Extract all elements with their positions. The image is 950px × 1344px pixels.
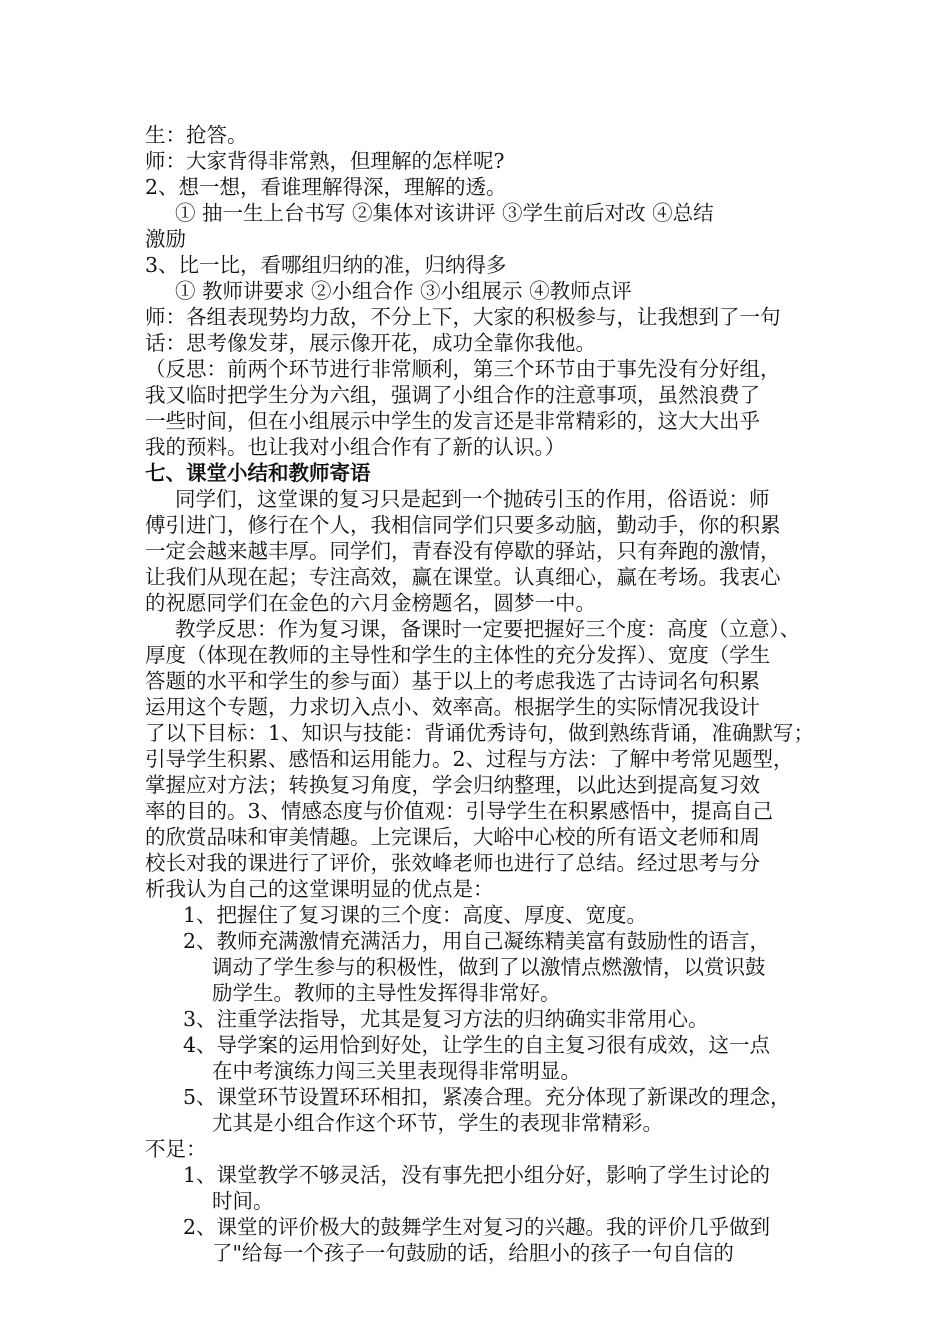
text-line: 生：抢答。 — [145, 123, 248, 147]
list-item-continued: 时间。 — [212, 1189, 274, 1213]
list-item-continued: 了"给每一个孩子一句鼓励的话，给胆小的孩子一句自信的 — [212, 1241, 734, 1265]
text-line: 教学反思：作为复习课，备课时一定要把握好三个度：高度（立意）、 — [175, 617, 801, 641]
text-line: 运用这个专题，力求切入点小、效率高。根据学生的实际情况我设计 — [145, 695, 760, 719]
text-line: 师：各组表现势均力敌，不分上下，大家的积极参与，让我想到了一句 — [145, 305, 781, 329]
list-item: 1、课堂教学不够灵活，没有事先把小组分好，影响了学生讨论的 — [183, 1163, 771, 1187]
text-line: 一定会越来越丰厚。同学们，青春没有停歇的驿站，只有奔跑的激情， — [145, 539, 781, 563]
text-line: 2、想一想，看谁理解得深，理解的透。 — [145, 175, 507, 199]
text-line: 让我们从现在起；专注高效，赢在课堂。认真细心，赢在考场。我衷心 — [145, 565, 781, 589]
text-line: ① 教师讲要求 ②小组合作 ③小组展示 ④教师点评 — [175, 279, 632, 303]
list-item: 5、课堂环节设置环环相扣，紧凑合理。充分体现了新课改的理念， — [183, 1085, 791, 1109]
text-line: （反思：前两个环节进行非常顺利，第三个环节由于事先没有分好组， — [145, 357, 781, 381]
text-line: 答题的水平和学生的参与面）基于以上的考虑我选了古诗词名句积累 — [145, 669, 760, 693]
text-line: 引导学生积累、感悟和运用能力。2、过程与方法：了解中考常见题型， — [145, 747, 794, 771]
text-line: 话：思考像发芽，展示像开花，成功全靠你我他。 — [145, 331, 596, 355]
text-line: 校长对我的课进行了评价，张效峰老师也进行了总结。经过思考与分 — [145, 851, 760, 875]
text-line: 同学们，这堂课的复习只是起到一个抛砖引玉的作用，俗语说：师 — [175, 487, 770, 511]
text-line: 我的预料。也让我对小组合作有了新的认识。） — [145, 435, 566, 459]
text-line: 激励 — [145, 227, 186, 251]
text-line: 不足： — [145, 1137, 207, 1161]
text-line: 一些时间，但在小组展示中学生的发言还是非常精彩的，这大大出乎 — [145, 409, 760, 433]
text-line: 厚度（体现在教师的主导性和学生的主体性的充分发挥）、宽度（学生 — [145, 643, 771, 667]
text-line: 率的目的。3、情感态度与价值观：引导学生在积累感悟中，提高自己 — [145, 799, 774, 823]
text-line: 3、比一比，看哪组归纳的准，归纳得多 — [145, 253, 507, 277]
text-line: 了以下目标：1、知识与技能：背诵优秀诗句，做到熟练背诵，准确默写； — [145, 721, 815, 745]
list-item-continued: 在中考演练力闯三关里表现得非常明显。 — [212, 1059, 581, 1083]
list-item: 2、课堂的评价极大的鼓舞学生对复习的兴趣。我的评价几乎做到 — [183, 1215, 771, 1239]
section-heading: 七、课堂小结和教师寄语 — [145, 461, 371, 485]
list-item: 3、注重学法指导，尤其是复习方法的归纳确实非常用心。 — [183, 1007, 709, 1031]
text-line: 师：大家背得非常熟，但理解的怎样呢? — [145, 149, 505, 173]
text-line: 我又临时把学生分为六组，强调了小组合作的注意事项，虽然浪费了 — [145, 383, 760, 407]
list-item-continued: 励学生。教师的主导性发挥得非常好。 — [212, 981, 561, 1005]
text-line: 傅引进门，修行在个人，我相信同学们只要多动脑，勤动手，你的积累 — [145, 513, 781, 537]
text-line: 的欣赏品味和审美情趣。上完课后，大峪中心校的所有语文老师和周 — [145, 825, 760, 849]
list-item: 4、导学案的运用恰到好处，让学生的自主复习很有成效，这一点 — [183, 1033, 771, 1057]
text-line: 析我认为自己的这堂课明显的优点是： — [145, 877, 494, 901]
text-line: 的祝愿同学们在金色的六月金榜题名，圆梦一中。 — [145, 591, 596, 615]
text-line: ① 抽一生上台书写 ②集体对该讲评 ③学生前后对改 ④总结 — [175, 201, 714, 225]
list-item-continued: 尤其是小组合作这个环节，学生的表现非常精彩。 — [212, 1111, 663, 1135]
text-line: 掌握应对方法；转换复习角度，学会归纳整理，以此达到提高复习效 — [145, 773, 760, 797]
list-item-continued: 调动了学生参与的积极性，做到了以激情点燃激情，以赏识鼓 — [212, 955, 766, 979]
list-item: 2、教师充满激情充满活力，用自己凝练精美富有鼓励性的语言， — [183, 929, 771, 953]
list-item: 1、把握住了复习课的三个度：高度、厚度、宽度。 — [183, 903, 648, 927]
